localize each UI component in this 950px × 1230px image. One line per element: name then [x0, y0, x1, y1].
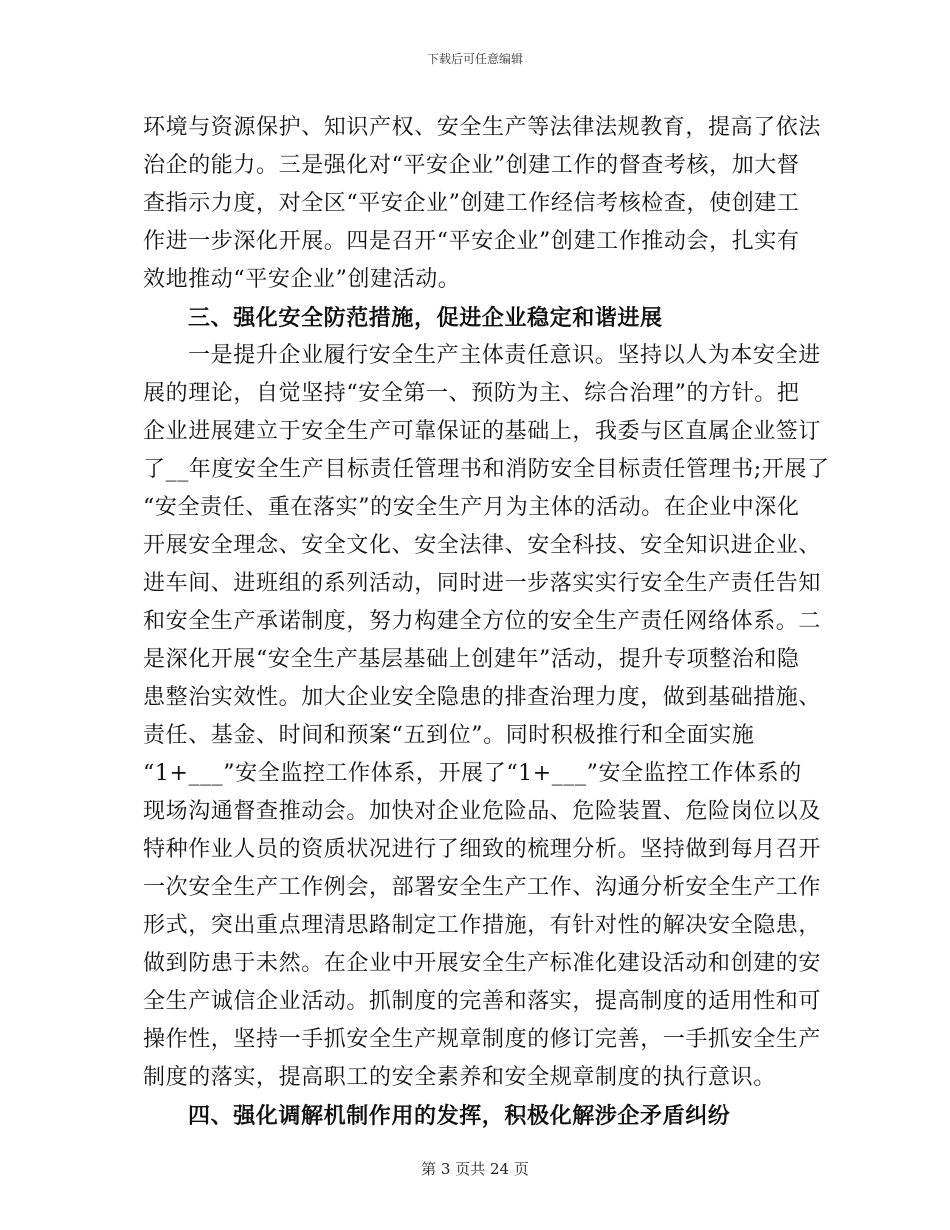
body-line: 展的理论，自觉坚持“安全第一、预防为主、综合治理”的方针。把 — [143, 381, 800, 406]
body-line: 现场沟通督查推动会。加快对企业危险品、危险装置、危险岗位以及 — [143, 799, 822, 824]
body-line: 制度的落实，提高职工的安全素养和安全规章制度的执行意识。 — [143, 1065, 776, 1090]
body-line: “安全责任、重在落实”的安全生产月为主体的活动。在企业中深化 — [143, 495, 800, 520]
body-line: 患整治实效性。加大企业安全隐患的排查治理力度，做到基础措施、 — [143, 685, 822, 710]
body-line: 和安全生产承诺制度，努力构建全方位的安全生产责任网络体系。二 — [143, 609, 822, 634]
body-line: 开展安全理念、安全文化、安全法律、安全科技、安全知识进企业、 — [143, 533, 822, 558]
body-line: 企业进展建立于安全生产可靠保证的基础上，我委与区直属企业签订 — [143, 419, 822, 444]
body-line: 形式，突出重点理清思路制定工作措施，有针对性的解决安全隐患， — [143, 913, 822, 938]
body-line: 查指示力度，对全区“平安企业”创建工作经信考核检查，使创建工 — [143, 191, 800, 216]
body-line: 是深化开展“安全生产基层基础上创建年”活动，提升专项整治和隐 — [143, 647, 800, 672]
body-line: 一次安全生产工作例会，部署安全生产工作、沟通分析安全生产工作 — [143, 875, 822, 900]
body-line: 一是提升企业履行安全生产主体责任意识。坚持以人为本安全进 — [188, 343, 821, 368]
body-line: 做到防患于未然。在企业中开展安全生产标准化建设活动和创建的安 — [143, 951, 822, 976]
body-line: 进车间、进班组的系列活动，同时进一步落实实行安全生产责任告知 — [143, 571, 822, 596]
body-line: 治企的能力。三是强化对“平安企业”创建工作的督查考核，加大督 — [143, 153, 800, 178]
body-line: 特种作业人员的资质状况进行了细致的梳理分析。坚持做到每月召开 — [143, 837, 822, 862]
body-line: 全生产诚信企业活动。抓制度的完善和落实，提高制度的适用性和可 — [143, 989, 822, 1014]
body-line: 操作性，坚持一手抓安全生产规章制度的修订完善，一手抓安全生产 — [143, 1027, 822, 1052]
body-line: 了__年度安全生产目标责任管理书和消防安全目标责任管理书;开展了 — [143, 457, 830, 482]
body-line: 环境与资源保护、知识产权、安全生产等法律法规教育，提高了依法 — [143, 115, 822, 140]
body-line: 作进一步深化开展。四是召开“平安企业”创建工作推动会，扎实有 — [143, 229, 800, 254]
body-line: 效地推动“平安企业”创建活动。 — [143, 267, 461, 292]
section-heading-3: 三、强化安全防范措施，促进企业稳定和谐进展 — [188, 305, 663, 331]
body-line: 责任、基金、时间和预案“五到位”。同时积极推行和全面实施 — [143, 723, 755, 748]
section-heading-4: 四、强化调解机制作用的发挥，积极化解涉企矛盾纠纷 — [188, 1103, 731, 1129]
body-line: “1+___”安全监控工作体系，开展了“1+___”安全监控工作体系的 — [143, 761, 802, 786]
page-header: 下载后可任意编辑 — [426, 52, 523, 66]
page-footer: 第 3 页共 24 页 — [421, 1160, 529, 1178]
